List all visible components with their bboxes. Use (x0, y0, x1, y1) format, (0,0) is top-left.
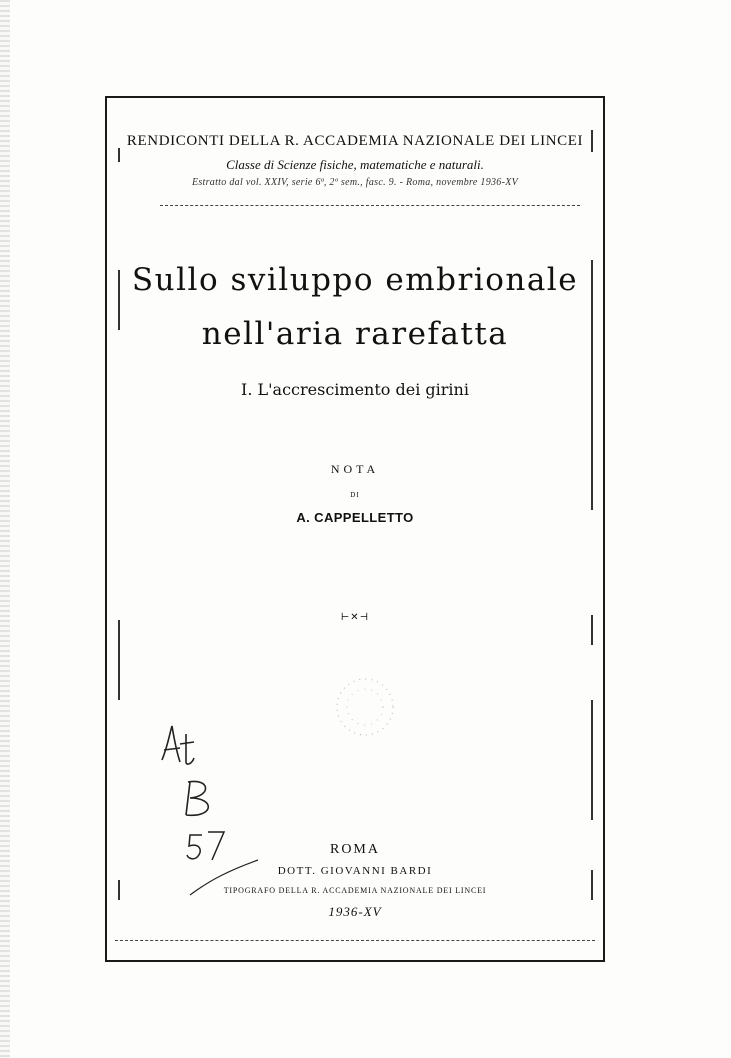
header-divider (160, 205, 580, 207)
offprint-reference: Estratto dal vol. XXIV, serie 6ª, 2º sem., fasc. 9. - Roma, novembre 1936-XV (191, 177, 519, 188)
handwritten-shelfmark (150, 720, 260, 910)
faint-stamp (330, 672, 400, 742)
author-name: A. CAPPELLETTO (296, 510, 414, 525)
journal-title: RENDICONTI DELLA R. ACCADEMIA NAZIONALE DEI LINCEI (126, 133, 584, 149)
di-label: DI (350, 491, 360, 499)
article-title-line2: nell'aria rarefatta (201, 316, 509, 352)
right-rule (591, 700, 593, 820)
left-rule (118, 620, 120, 700)
article-subtitle: I. L'accrescimento dei girini (241, 380, 469, 399)
scan-edge (0, 0, 10, 1058)
imprint-printer: DOTT. GIOVANNI BARDI (277, 865, 433, 877)
imprint-printer-title: TIPOGRAFO DELLA R. ACCADEMIA NAZIONALE DEI LINCEI (223, 886, 487, 895)
footer-divider (115, 940, 595, 942)
journal-class: Classe di Scienze fisiche, matematiche e naturali. (226, 157, 484, 172)
ornament-icon: ⊢✕⊣ (340, 612, 370, 623)
imprint-year: 1936-XV (328, 904, 382, 919)
nota-label: NOTA (330, 462, 380, 476)
article-title-line1: Sullo sviluppo embrionale (131, 262, 579, 298)
imprint-place: ROMA (329, 842, 380, 857)
